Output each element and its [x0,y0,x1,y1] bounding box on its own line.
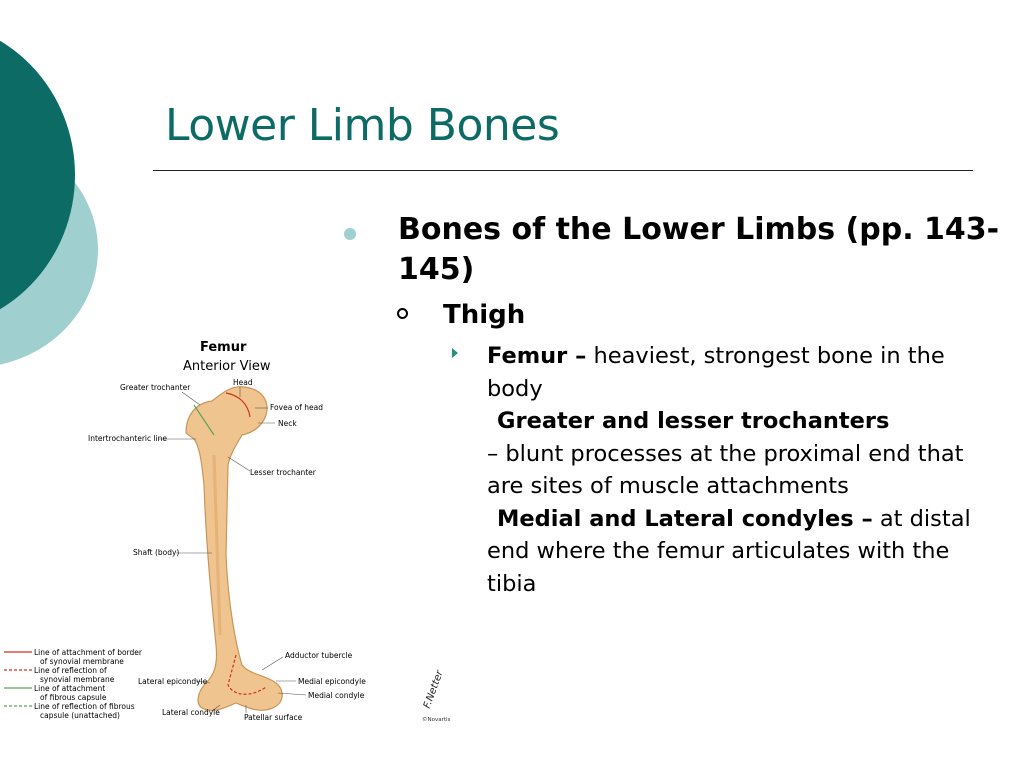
label-adductor: Adductor tubercle [285,651,353,660]
condyles-label: Medial and Lateral condyles – [497,505,873,532]
legend-line-4: synovial membrane [40,675,115,684]
femur-description: heaviest, strongest bone in the body [487,343,945,402]
label-patellar: Patellar surface [244,713,303,722]
femur-illustration [0,335,460,735]
label-neck: Neck [278,419,297,428]
legend-line-7: Line of reflection of fibrous [34,702,135,711]
femur-diagram [0,335,460,735]
label-medial-epicondyle: Medial epicondyle [298,677,366,686]
figure-legend [4,648,143,720]
legend-line-2: of synovial membrane [40,657,124,666]
label-head: Head [233,378,253,387]
label-lateral-epicondyle: Lateral epicondyle [138,677,208,686]
label-lesser-trochanter: Lesser trochanter [250,468,316,477]
condyles-description: at distal end where the femur articulates with the tibia [487,505,971,597]
circle-bullet-icon [344,228,356,240]
figure-title: Femur [200,340,247,355]
figure-subtitle: Anterior View [183,359,271,374]
artist-signature: F.Netter [421,669,446,710]
figure-copyright: ©Novartis [422,717,451,723]
legend-line-6: of fibrous capsule [40,693,107,702]
bullet-2-text: Thigh [443,300,526,330]
legend-line-1: Line of attachment of border [34,648,142,657]
legend-line-5: Line of attachment [34,684,106,693]
legend-line-8: capsule (unattached) [40,711,120,720]
trochanters-description: – blunt processes at the proximal end that are sites of muscle attachments [487,440,964,499]
label-medial-condyle: Medial condyle [308,691,365,700]
bullet-level-2 [340,298,1000,332]
slide-title: Lower Limb Bones [165,100,560,151]
bullet-1-text: Bones of the Lower Limbs (pp. 143-145) [398,212,1000,287]
label-lateral-condyle: Lateral condyle [162,708,220,717]
label-shaft: Shaft (body) [133,548,180,557]
bullet-level-1 [340,210,1000,290]
trochanters-label: Greater and lesser trochanters [497,408,890,434]
label-intertrochanteric: Intertrochanteric line [88,434,168,443]
femur-label: Femur – [487,343,587,369]
title-divider [153,170,973,171]
legend-line-3: Line of reflection of [34,666,107,675]
label-greater-trochanter: Greater trochanter [120,383,191,392]
label-fovea: Fovea of head [270,403,324,412]
ring-bullet-icon [397,308,408,319]
